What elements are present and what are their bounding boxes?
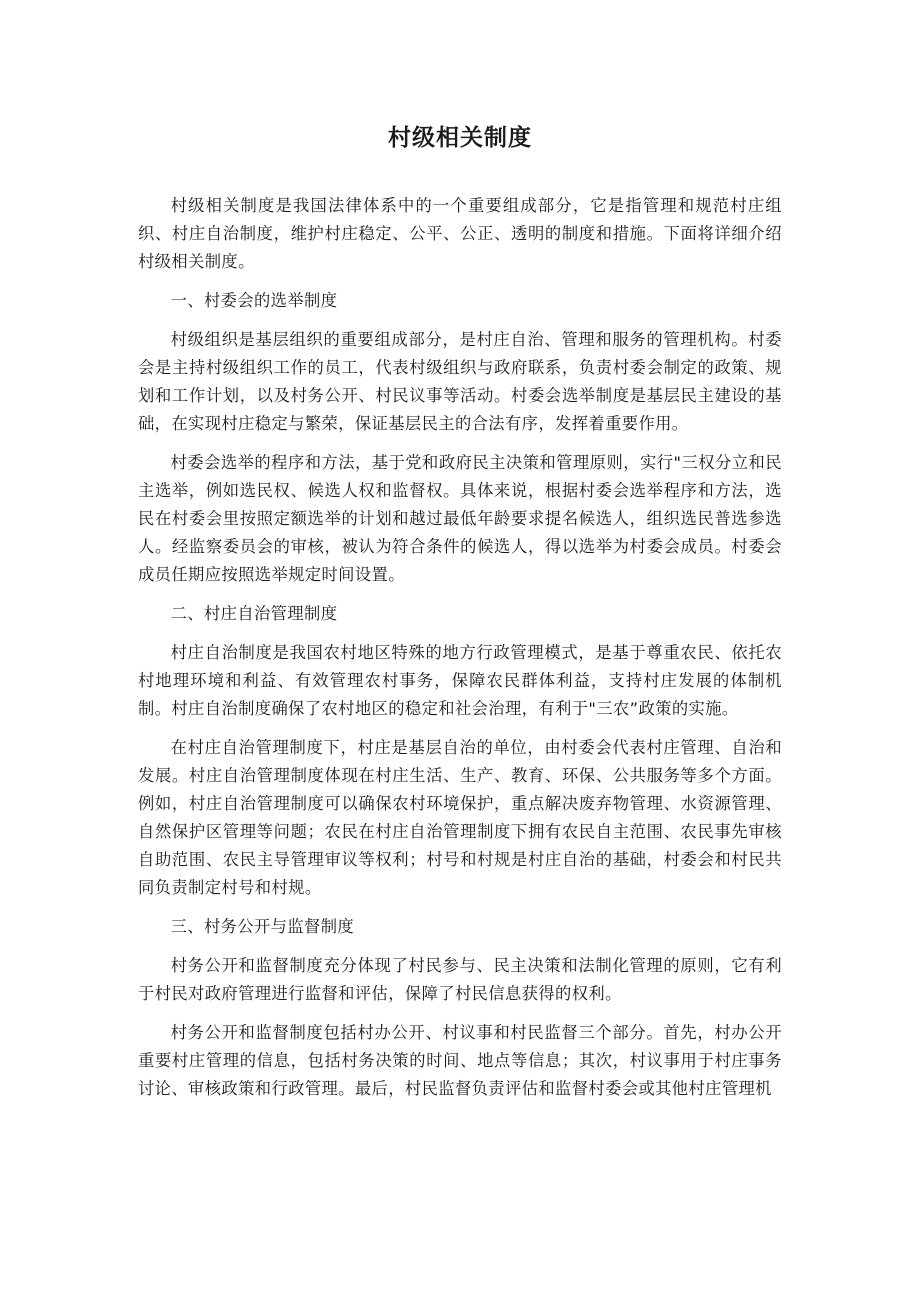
paragraph: 在村庄自治管理制度下，村庄是基层自治的单位，由村委会代表村庄管理、自治和发展。村庄自治管理制度体现在村庄生活、生产、教育、环保、公共服务等多个方面。例如，村庄自治管理制度可以确保农村环境保护，重点解决废弃物管理、水资源管理、自然保护区管理等问题；农民在村庄自治管理制度下拥有农民自主范围、农民事先审核自助范围、农民主导管理审议等权利；村号和村规是村庄自治的基础，村委会和村民共同负责制定村号和村规。	[138, 738, 782, 897]
paragraph-intro: 村级相关制度是我国法律体系中的一个重要组成部分，它是指管理和规范村庄组织、村庄自治制度，维护村庄稳定、公平、公正、透明的制度和措施。下面将详细介绍村级相关制度。	[138, 196, 782, 271]
paragraph: 村务公开和监督制度充分体现了村民参与、民主决策和法制化管理的原则，它有利于村民对政府管理进行监督和评估，保障了村民信息获得的权利。	[138, 956, 782, 1003]
section-heading-2: 二、村庄自治管理制度	[170, 604, 338, 623]
paragraph: 村级组织是基层组织的重要组成部分，是村庄自治、管理和服务的管理机构。村委会是主持村级组织工作的员工，代表村级组织与政府联系，负责村委会制定的政策、规划和工作计划，以及村务公开、村民议事等活动。村委会选举制度是基层民主建设的基础，在实现村庄稳定与繁荣，保证基层民主的合法有序，发挥着重要作用。	[138, 330, 782, 433]
paragraph: 村庄自治制度是我国农村地区特殊的地方行政管理模式，是基于尊重农民、依托农村地理环境和利益、有效管理农村事务，保障农民群体利益，支持村庄发展的体制机制。村庄自治制度确保了农村地区的稳定和社会治理，有利于"三农”政策的实施。	[138, 643, 782, 718]
document-title: 村级相关制度	[388, 125, 532, 151]
section-heading-1: 一、村委会的选举制度	[170, 291, 338, 310]
paragraph: 村委会选举的程序和方法，基于党和政府民主决策和管理原则，实行"三权分立和民主选举，例如选民权、候选人权和监督权。具体来说，根据村委会选举程序和方法，选民在村委会里按照定额选举的计划和越过最低年龄要求提名候选人，组织选民普选参选人。经监察委员会的审核，被认为符合条件的候选人，得以选举为村委会成员。村委会成员任期应按照选举规定时间设置。	[138, 453, 782, 584]
section-heading-3: 三、村务公开与监督制度	[170, 917, 355, 936]
paragraph: 村务公开和监督制度包括村办公开、村议事和村民监督三个部分。首先，村办公开重要村庄管理的信息，包括村务决策的时间、地点等信息；其次，村议事用于村庄事务讨论、审核政策和行政管理。最后，村民监督负责评估和监督村委会或其他村庄管理机	[138, 1023, 782, 1098]
